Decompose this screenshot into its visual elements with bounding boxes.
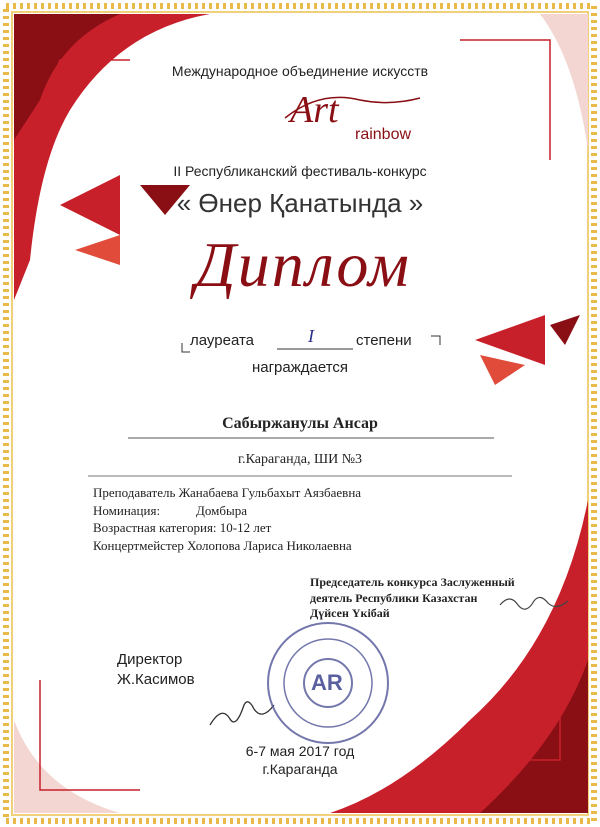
accompanist-line: Концертмейстер Холопова Лариса Николаевна xyxy=(93,538,352,553)
chairman-line-1: Председатель конкурса Заслуженный xyxy=(310,575,515,589)
director-signature xyxy=(210,702,274,725)
diploma-title: Диплом xyxy=(195,229,411,300)
recipient-location: г.Караганда, ШИ №3 xyxy=(237,452,363,467)
left-triangle-3 xyxy=(75,235,120,265)
teacher-line: Преподаватель Жанабаева Гульбахыт Аязбаевна xyxy=(93,485,362,500)
chairman-line-3: Дүйсен Үкібай xyxy=(310,606,390,620)
logo-script: Art xyxy=(290,89,339,131)
right-bracket xyxy=(431,336,440,345)
director-name: Ж.Касимов xyxy=(117,671,195,688)
recipient-name: Сабыржанулы Ансар xyxy=(222,415,378,432)
festival-name: « Өнер Қанатында » xyxy=(176,188,424,218)
right-triangle-2 xyxy=(550,315,580,345)
event-city: г.Караганда xyxy=(262,761,338,777)
laureate-prefix: лауреата xyxy=(190,332,254,349)
awarded-text: награждается xyxy=(251,359,349,376)
stamp-monogram: AR xyxy=(311,670,343,695)
logo-word: rainbow xyxy=(355,126,412,143)
top-right-pale-ribbon xyxy=(540,14,588,150)
director-title: Директор xyxy=(117,651,183,668)
nomination-value: Домбыра xyxy=(196,503,247,518)
chairman-line-2: деятель Республики Казахстан xyxy=(310,591,478,605)
age-category-line: Возрастная категория: 10-12 лет xyxy=(93,520,272,535)
left-bracket xyxy=(182,343,190,352)
nomination-label: Номинация: xyxy=(93,503,161,518)
laureate-suffix: степени xyxy=(356,332,412,349)
top-right-thin-line xyxy=(460,40,550,160)
organization-name: Международное объединение искусств xyxy=(171,63,429,79)
festival-line: II Республиканский фестиваль-конкурс xyxy=(173,163,427,179)
laureate-degree: I xyxy=(308,326,314,346)
event-date: 6-7 мая 2017 год xyxy=(245,743,355,759)
